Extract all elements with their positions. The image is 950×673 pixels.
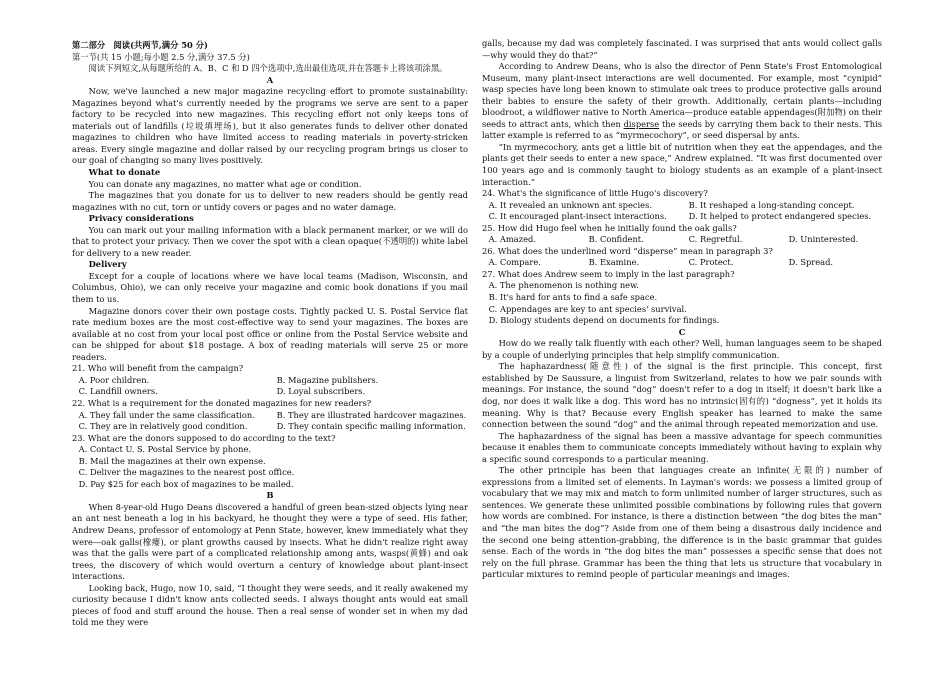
- option: B. It reshaped a long-standing concept.: [688, 199, 855, 210]
- passage-c-paragraph: The haphazardness(随意性) of the signal is the first principle. This concept, first established by De Saussure, a linguist from Switzerland, relates to how we pair sounds with meanings. For instance, the sound “dog” doesn't refer to a dog in itself; it doesn't bark like a dog, nor does it walk like a dog. This word has no intrinsic(固有的) “dogness”, yet it holds its meaning. Why is that? Because every English speaker has learned to make the same connection between the sound “dog” and the animal through repeated memorization and use.: [482, 361, 882, 430]
- option: C. Deliver the magazines to the nearest post office.: [78, 467, 295, 478]
- section-title: 第一节(共 15 小题;每小题 2.5 分,满分 37.5 分): [72, 51, 250, 62]
- option: A. They fall under the same classification.: [78, 409, 255, 420]
- question-21-options: [72, 375, 468, 387]
- option: D. It helped to protect endangered species.: [688, 211, 872, 222]
- option: A. The phenomenon is nothing new.: [488, 280, 639, 291]
- passage-b-text: the seeds by carrying them back to their nests. This latter example is referred to as “myrmecochory”, or seed dispersal by ants.: [482, 118, 882, 141]
- option: B. Mail the magazines at their own expense.: [78, 455, 266, 466]
- question-27: 27. What does Andrew seem to imply in the last paragraph?: [482, 268, 735, 279]
- option: D. Pay $25 for each box of magazines to be mailed.: [78, 478, 294, 489]
- subheading-privacy: Privacy considerations: [88, 213, 194, 224]
- instructions: 阅读下列短文,从每题所给的 A、B、C 和 D 四个选项中,选出最佳选项,并在答题卡上将该项涂黑。: [88, 63, 448, 74]
- option: C. Regretful.: [688, 234, 743, 245]
- option: D. Biology students depend on documents for findings.: [488, 315, 720, 326]
- passage-b-label: B: [266, 490, 274, 501]
- passage-b-paragraph: Looking back, Hugo, now 10, said, “I thought they were seeds, and it really awakened my curiosity because I didn't know ants collected seeds. I always thought ants would eat small pieces of food and stuff around the house. Then a real sense of wonder set in when my dad told me they were: [72, 582, 468, 628]
- option: A. Contact U. S. Postal Service by phone.: [78, 444, 251, 455]
- question-24: 24. What's the significance of little Hugo's discovery?: [482, 188, 708, 199]
- right-column: [482, 38, 882, 581]
- option: C. Landfill owners.: [78, 386, 158, 397]
- passage-c-paragraph: The haphazardness of the signal has been a massive advantage for speech communities because it enables them to communicate concepts immediately without having to explain why a specific sound corresponds to a particular meaning.: [482, 430, 882, 464]
- passage-c-paragraph: The other principle has been that languages create an infinite(无限的) number of expressions from a limited set of elements. In Layman's words: we possess a limited group of vocabulary that we may mix and match to form unlimited number of larger structures, such as sentences. We generate these unlimited possible combinations by following rules that govern how words are combined. For instance, is there a distinction between “the dog bites the man” and “the man bites the dog”? Aside from one of them being a disastrous daily incidence and the second one being attention-grabbing, the difference is in the basic grammar that guides sense. Each of the words in “the dog bites the man” possesses a specific sense that does not rely on the full phrase. Grammar has been the thing that lets us structure that vocabulary in particular mixtures to remind people of particular meanings and images.: [482, 465, 882, 580]
- question-25: 25. How did Hugo feel when he initially found the oak galls?: [482, 222, 737, 233]
- option: C. It encouraged plant-insect interactions.: [488, 211, 667, 222]
- question-22-options: [72, 421, 468, 433]
- option: B. It's hard for ants to find a safe space.: [488, 292, 658, 303]
- question-22: 22. What is a requirement for the donated magazines for new readers?: [72, 397, 372, 408]
- subheading-what-to-donate: What to donate: [88, 167, 161, 178]
- passage-b-paragraph: [482, 61, 882, 142]
- passage-c-paragraph: How do we really talk fluently with each other? Well, human languages seem to be shaped by a couple of underlying principles that help simplify communication.: [482, 338, 882, 360]
- option: C. Appendages are key to ant species' survival.: [488, 303, 687, 314]
- subheading-delivery: Delivery: [88, 259, 127, 270]
- question-21-options: [72, 386, 468, 398]
- passage-b-paragraph: “In myrmecochory, ants get a little bit of nutrition when they eat the appendages, and the plants get their seeds to enter a new space,” Andrew explained. “It was first documented over 100 years ago and is commonly taught to biology students as an example of a plant-insect interaction.”: [482, 141, 882, 187]
- option: D. Spread.: [788, 257, 834, 268]
- passage-a-paragraph: Except for a couple of locations where we have local teams (Madison, Wisconsin, and Columbus, Ohio), we can only receive your magazine and comic book donations if you mail them to us.: [72, 270, 468, 305]
- option: A. Poor children.: [78, 374, 150, 385]
- passage-a-paragraph: Magazine donors cover their own postage costs. Tightly packed U. S. Postal Service flat rate medium boxes are the most cost-effective way to send your magazines. The boxes are available at no cost from your local post office or online from the Postal Service website and can be shipped for about $18 postage. A box of reading materials will serve 25 or more readers.: [72, 305, 468, 362]
- option: D. Loyal subscribers.: [276, 386, 366, 397]
- part-title: 第二部分 阅读(共两节,满分 50 分): [72, 40, 208, 50]
- passage-a-paragraph: You can donate any magazines, no matter what age or condition.: [88, 178, 362, 189]
- option: D. Uninterested.: [788, 234, 859, 245]
- option: B. Magazine publishers.: [276, 374, 379, 385]
- option: A. It revealed an unknown ant species.: [488, 199, 652, 210]
- question-24-options: [482, 200, 882, 212]
- passage-a-paragraph: You can mark out your mailing information with a black permanent marker, or we will do that to protect your privacy. Then we cover the spot with a clean opaque(不透明的) white label for delivery to a new reader.: [72, 224, 468, 258]
- left-column: [72, 40, 468, 629]
- option: C. Protect.: [688, 257, 734, 268]
- passage-b-paragraph: galls, because my dad was completely fascinated. I was surprised that ants would collect galls—why would they do that?”: [482, 38, 882, 60]
- option: A. Amazed.: [488, 234, 536, 245]
- option: A. Compare.: [488, 257, 541, 268]
- question-23: 23. What are the donors supposed to do according to the text?: [72, 432, 336, 443]
- question-24-options: [482, 211, 882, 223]
- question-26: 26. What does the underlined word “disperse” mean in paragraph 3?: [482, 245, 773, 256]
- option: D. They contain specific mailing information.: [276, 421, 466, 432]
- passage-c-label: C: [678, 326, 686, 337]
- question-25-options: [482, 234, 882, 246]
- option: B. They are illustrated hardcover magazines.: [276, 409, 467, 420]
- passage-a-paragraph: The magazines that you donate for us to deliver to new readers should be gently read magazines with no cut, torn or untidy covers or pages and no water damage.: [72, 190, 468, 212]
- passage-b-text: According to Andrew Deans, who is also the director of Penn State's Frost Entomological Museum, many plant-insect interactions are well documented. For example, most “cynipid” wasp species have long been known to stimulate oak trees to produce protective galls around their babies to ensure the safety of their growth. Additionally, certain plants—including bloodroot, a wildflower native to North America—produce eatable appendages(附加物) on their seeds to attract ants, which then: [482, 61, 882, 129]
- passage-a-label: A: [266, 74, 274, 85]
- underlined-word: disperse: [623, 118, 660, 129]
- question-21: 21. Who will benefit from the campaign?: [72, 363, 244, 374]
- option: B. Confident.: [588, 234, 644, 245]
- question-26-options: [482, 257, 882, 269]
- question-22-options: [72, 410, 468, 422]
- passage-a-paragraph: Now, we've launched a new major magazine recycling effort to promote sustainability: Magazines beyond what's currently needed by the programs we serve are sent to a paper factory to be recycled into new magazines. This recycling effort not only keeps tons of materials out of landfills (垃圾填埋场), but it also generates funds to deliver other donated magazines to children who have limited access to reading materials in poverty-stricken areas. Every single magazine and dollar raised by our recycling program brings us closer to our goal of changing so many lives positively.: [72, 86, 468, 166]
- option: B. Examine.: [588, 257, 640, 268]
- passage-b-paragraph: When 8-year-old Hugo Deans discovered a handful of green bean-sized objects lying near an ant nest beneath a log in his backyard, he thought they were a type of seed. His father, Andrew Deans, professor of entomology at Penn State, however, knew immediately what they were—oak galls(橡瘿), or plant growths caused by insects. What he didn't realize right away was that the galls were part of a complicated relationship among ants, wasps(黄蜂) and oak trees, the discovery of which would overturn a century of knowledge about plant-insect interactions.: [72, 501, 468, 582]
- option: C. They are in relatively good condition.: [78, 421, 248, 432]
